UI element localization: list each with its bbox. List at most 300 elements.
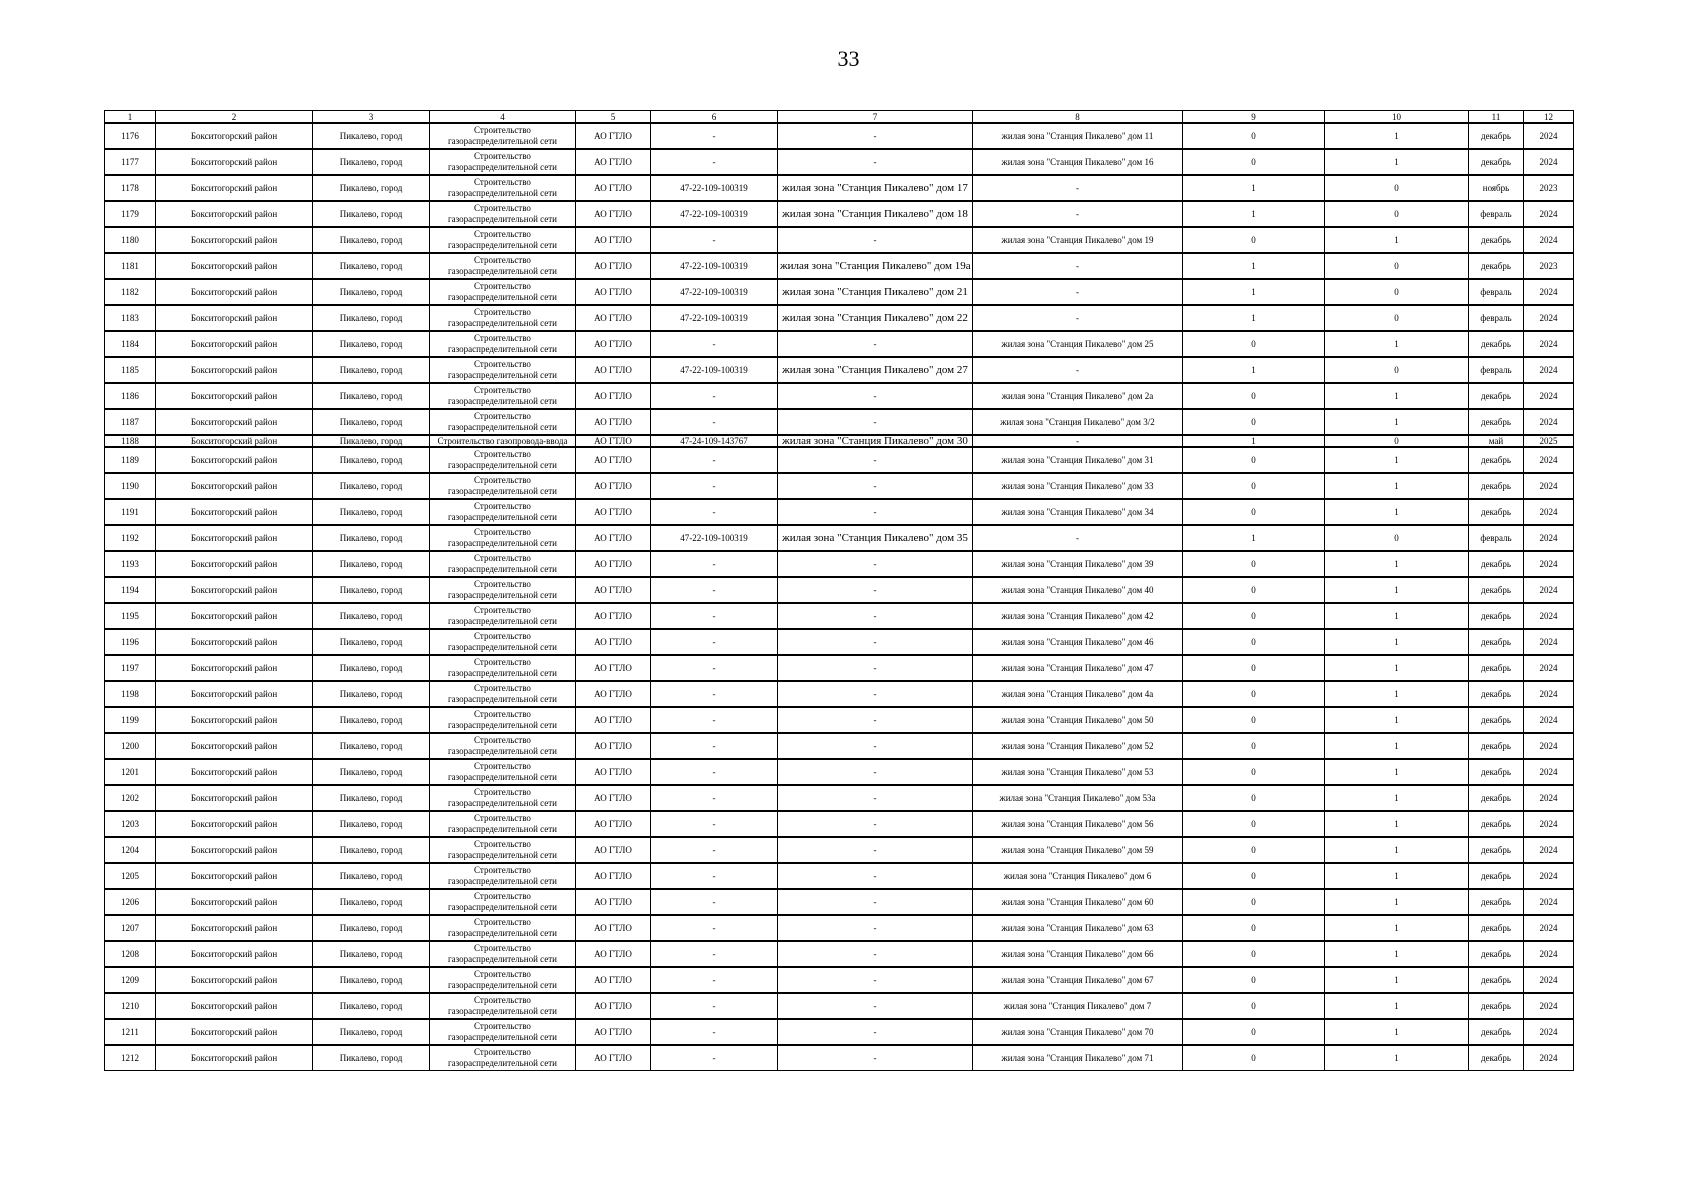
column-number-8: 8	[973, 111, 1183, 124]
col9-value-cell: 1	[1183, 279, 1325, 305]
table-row	[105, 499, 1574, 525]
object-cell: -	[778, 629, 973, 655]
object-cell: -	[778, 447, 973, 473]
col10-value-cell: 1	[1325, 941, 1469, 967]
object-cell: -	[778, 603, 973, 629]
district-cell: Бокситогорский район	[156, 149, 313, 175]
col10-value-cell: 1	[1325, 681, 1469, 707]
col10-value-cell: 0	[1325, 435, 1469, 447]
col9-value-cell: 1	[1183, 435, 1325, 447]
code-cell: 47-24-109-143767	[651, 435, 778, 447]
code-cell: -	[651, 993, 778, 1019]
year-cell: 2024	[1524, 889, 1574, 915]
address-cell: жилая зона "Станция Пикалево" дом 53а	[973, 785, 1183, 811]
district-cell: Бокситогорский район	[156, 227, 313, 253]
row-number: 1178	[105, 175, 156, 201]
address-cell: -	[973, 253, 1183, 279]
address-cell: жилая зона "Станция Пикалево" дом 11	[973, 123, 1183, 149]
row-number: 1191	[105, 499, 156, 525]
district-cell: Бокситогорский район	[156, 525, 313, 551]
table-row	[105, 201, 1574, 227]
year-cell: 2024	[1524, 707, 1574, 733]
col9-value-cell: 0	[1183, 1019, 1325, 1045]
organization-cell: АО ГТЛО	[576, 175, 651, 201]
row-number: 1176	[105, 123, 156, 149]
address-cell: жилая зона "Станция Пикалево" дом 70	[973, 1019, 1183, 1045]
table-row	[105, 993, 1574, 1019]
year-cell: 2023	[1524, 175, 1574, 201]
address-cell: -	[973, 435, 1183, 447]
year-cell: 2024	[1524, 863, 1574, 889]
address-cell: жилая зона "Станция Пикалево" дом 7	[973, 993, 1183, 1019]
work-type-cell: Строительство газораспределительной сети	[430, 175, 576, 201]
address-cell: жилая зона "Станция Пикалево" дом 16	[973, 149, 1183, 175]
work-type-cell: Строительство газораспределительной сети	[430, 941, 576, 967]
month-cell: декабрь	[1469, 811, 1524, 837]
code-cell: -	[651, 603, 778, 629]
row-number: 1202	[105, 785, 156, 811]
row-number: 1211	[105, 1019, 156, 1045]
col9-value-cell: 1	[1183, 357, 1325, 383]
organization-cell: АО ГТЛО	[576, 811, 651, 837]
col10-value-cell: 1	[1325, 915, 1469, 941]
object-cell: -	[778, 707, 973, 733]
work-type-cell: Строительство газораспределительной сети	[430, 889, 576, 915]
table-row	[105, 733, 1574, 759]
col9-value-cell: 0	[1183, 915, 1325, 941]
col9-value-cell: 0	[1183, 331, 1325, 357]
month-cell: декабрь	[1469, 863, 1524, 889]
year-cell: 2024	[1524, 499, 1574, 525]
row-number: 1210	[105, 993, 156, 1019]
col9-value-cell: 0	[1183, 227, 1325, 253]
object-cell: жилая зона "Станция Пикалево" дом 22	[778, 305, 973, 331]
col10-value-cell: 1	[1325, 551, 1469, 577]
col10-value-cell: 1	[1325, 227, 1469, 253]
work-type-cell: Строительство газораспределительной сети	[430, 681, 576, 707]
object-cell: -	[778, 759, 973, 785]
year-cell: 2024	[1524, 967, 1574, 993]
address-cell: жилая зона "Станция Пикалево" дом 31	[973, 447, 1183, 473]
col9-value-cell: 0	[1183, 967, 1325, 993]
month-cell: декабрь	[1469, 785, 1524, 811]
table-row	[105, 785, 1574, 811]
table-row	[105, 1045, 1574, 1071]
settlement-cell: Пикалево, город	[313, 331, 430, 357]
col10-value-cell: 1	[1325, 123, 1469, 149]
object-cell: -	[778, 681, 973, 707]
col9-value-cell: 0	[1183, 733, 1325, 759]
work-type-cell: Строительство газораспределительной сети	[430, 253, 576, 279]
work-type-cell: Строительство газораспределительной сети	[430, 1045, 576, 1071]
month-cell: декабрь	[1469, 759, 1524, 785]
work-type-cell: Строительство газораспределительной сети	[430, 603, 576, 629]
code-cell: -	[651, 551, 778, 577]
address-cell: -	[973, 201, 1183, 227]
month-cell: декабрь	[1469, 1019, 1524, 1045]
settlement-cell: Пикалево, город	[313, 785, 430, 811]
year-cell: 2024	[1524, 993, 1574, 1019]
code-cell: -	[651, 863, 778, 889]
row-number: 1182	[105, 279, 156, 305]
row-number: 1206	[105, 889, 156, 915]
district-cell: Бокситогорский район	[156, 175, 313, 201]
object-cell: -	[778, 227, 973, 253]
address-cell: -	[973, 357, 1183, 383]
work-type-cell: Строительство газораспределительной сети	[430, 811, 576, 837]
row-number: 1186	[105, 383, 156, 409]
year-cell: 2024	[1524, 603, 1574, 629]
object-cell: -	[778, 1019, 973, 1045]
table-row	[105, 707, 1574, 733]
district-cell: Бокситогорский район	[156, 863, 313, 889]
address-cell: жилая зона "Станция Пикалево" дом 2а	[973, 383, 1183, 409]
code-cell: 47-22-109-100319	[651, 253, 778, 279]
work-type-cell: Строительство газораспределительной сети	[430, 383, 576, 409]
table-row	[105, 123, 1574, 149]
settlement-cell: Пикалево, город	[313, 811, 430, 837]
year-cell: 2024	[1524, 577, 1574, 603]
row-number: 1193	[105, 551, 156, 577]
col9-value-cell: 0	[1183, 473, 1325, 499]
col9-value-cell: 0	[1183, 383, 1325, 409]
row-number: 1201	[105, 759, 156, 785]
table-row	[105, 629, 1574, 655]
table-row	[105, 863, 1574, 889]
district-cell: Бокситогорский район	[156, 681, 313, 707]
month-cell: декабрь	[1469, 1045, 1524, 1071]
year-cell: 2025	[1524, 435, 1574, 447]
settlement-cell: Пикалево, город	[313, 383, 430, 409]
object-cell: жилая зона "Станция Пикалево" дом 19а	[778, 253, 973, 279]
table-row	[105, 383, 1574, 409]
col9-value-cell: 1	[1183, 305, 1325, 331]
settlement-cell: Пикалево, город	[313, 357, 430, 383]
settlement-cell: Пикалево, город	[313, 733, 430, 759]
month-cell: декабрь	[1469, 409, 1524, 435]
row-number: 1209	[105, 967, 156, 993]
col9-value-cell: 0	[1183, 123, 1325, 149]
col10-value-cell: 1	[1325, 707, 1469, 733]
row-number: 1190	[105, 473, 156, 499]
col10-value-cell: 1	[1325, 629, 1469, 655]
address-cell: жилая зона "Станция Пикалево" дом 56	[973, 811, 1183, 837]
month-cell: декабрь	[1469, 551, 1524, 577]
settlement-cell: Пикалево, город	[313, 941, 430, 967]
object-cell: -	[778, 149, 973, 175]
address-cell: жилая зона "Станция Пикалево" дом 3/2	[973, 409, 1183, 435]
col10-value-cell: 0	[1325, 253, 1469, 279]
organization-cell: АО ГТЛО	[576, 227, 651, 253]
settlement-cell: Пикалево, город	[313, 525, 430, 551]
settlement-cell: Пикалево, город	[313, 707, 430, 733]
organization-cell: АО ГТЛО	[576, 473, 651, 499]
code-cell: -	[651, 629, 778, 655]
month-cell: декабрь	[1469, 837, 1524, 863]
column-number-3: 3	[313, 111, 430, 124]
month-cell: декабрь	[1469, 473, 1524, 499]
organization-cell: АО ГТЛО	[576, 785, 651, 811]
work-type-cell: Строительство газораспределительной сети	[430, 305, 576, 331]
work-type-cell: Строительство газопровода-ввода	[430, 435, 576, 447]
table-row	[105, 227, 1574, 253]
col10-value-cell: 0	[1325, 305, 1469, 331]
settlement-cell: Пикалево, город	[313, 993, 430, 1019]
table-row	[105, 603, 1574, 629]
address-cell: жилая зона "Станция Пикалево" дом 34	[973, 499, 1183, 525]
district-cell: Бокситогорский район	[156, 447, 313, 473]
settlement-cell: Пикалево, город	[313, 603, 430, 629]
address-cell: жилая зона "Станция Пикалево" дом 47	[973, 655, 1183, 681]
work-type-cell: Строительство газораспределительной сети	[430, 655, 576, 681]
settlement-cell: Пикалево, город	[313, 435, 430, 447]
month-cell: декабрь	[1469, 447, 1524, 473]
month-cell: декабрь	[1469, 577, 1524, 603]
organization-cell: АО ГТЛО	[576, 733, 651, 759]
address-cell: жилая зона "Станция Пикалево" дом 60	[973, 889, 1183, 915]
col10-value-cell: 1	[1325, 149, 1469, 175]
row-number: 1207	[105, 915, 156, 941]
code-cell: -	[651, 1019, 778, 1045]
object-cell: -	[778, 1045, 973, 1071]
month-cell: декабрь	[1469, 993, 1524, 1019]
year-cell: 2024	[1524, 759, 1574, 785]
month-cell: декабрь	[1469, 889, 1524, 915]
work-type-cell: Строительство газораспределительной сети	[430, 331, 576, 357]
col10-value-cell: 1	[1325, 733, 1469, 759]
month-cell: декабрь	[1469, 629, 1524, 655]
work-type-cell: Строительство газораспределительной сети	[430, 785, 576, 811]
column-number-2: 2	[156, 111, 313, 124]
work-type-cell: Строительство газораспределительной сети	[430, 759, 576, 785]
organization-cell: АО ГТЛО	[576, 279, 651, 305]
row-number: 1177	[105, 149, 156, 175]
col9-value-cell: 0	[1183, 1045, 1325, 1071]
row-number: 1195	[105, 603, 156, 629]
year-cell: 2024	[1524, 551, 1574, 577]
organization-cell: АО ГТЛО	[576, 707, 651, 733]
settlement-cell: Пикалево, город	[313, 447, 430, 473]
object-cell: -	[778, 837, 973, 863]
table-row	[105, 941, 1574, 967]
col9-value-cell: 0	[1183, 577, 1325, 603]
object-cell: -	[778, 993, 973, 1019]
year-cell: 2023	[1524, 253, 1574, 279]
col10-value-cell: 1	[1325, 447, 1469, 473]
code-cell: 47-22-109-100319	[651, 279, 778, 305]
code-cell: -	[651, 331, 778, 357]
address-cell: жилая зона "Станция Пикалево" дом 59	[973, 837, 1183, 863]
data-table	[104, 110, 1574, 1071]
work-type-cell: Строительство газораспределительной сети	[430, 915, 576, 941]
month-cell: декабрь	[1469, 123, 1524, 149]
object-cell: -	[778, 733, 973, 759]
year-cell: 2024	[1524, 629, 1574, 655]
col10-value-cell: 1	[1325, 889, 1469, 915]
code-cell: 47-22-109-100319	[651, 525, 778, 551]
organization-cell: АО ГТЛО	[576, 681, 651, 707]
code-cell: -	[651, 409, 778, 435]
address-cell: жилая зона "Станция Пикалево" дом 52	[973, 733, 1183, 759]
col9-value-cell: 0	[1183, 707, 1325, 733]
organization-cell: АО ГТЛО	[576, 383, 651, 409]
row-number: 1212	[105, 1045, 156, 1071]
year-cell: 2024	[1524, 1019, 1574, 1045]
work-type-cell: Строительство газораспределительной сети	[430, 525, 576, 551]
code-cell: -	[651, 681, 778, 707]
col10-value-cell: 1	[1325, 331, 1469, 357]
table-row	[105, 759, 1574, 785]
column-number-4: 4	[430, 111, 576, 124]
table-row	[105, 473, 1574, 499]
table-row	[105, 525, 1574, 551]
district-cell: Бокситогорский район	[156, 383, 313, 409]
table-row	[105, 837, 1574, 863]
object-cell: жилая зона "Станция Пикалево" дом 21	[778, 279, 973, 305]
district-cell: Бокситогорский район	[156, 785, 313, 811]
settlement-cell: Пикалево, город	[313, 1019, 430, 1045]
work-type-cell: Строительство газораспределительной сети	[430, 473, 576, 499]
year-cell: 2024	[1524, 447, 1574, 473]
col9-value-cell: 0	[1183, 681, 1325, 707]
organization-cell: АО ГТЛО	[576, 1045, 651, 1071]
col10-value-cell: 0	[1325, 357, 1469, 383]
code-cell: -	[651, 655, 778, 681]
code-cell: -	[651, 759, 778, 785]
month-cell: декабрь	[1469, 149, 1524, 175]
code-cell: -	[651, 733, 778, 759]
address-cell: жилая зона "Станция Пикалево" дом 67	[973, 967, 1183, 993]
work-type-cell: Строительство газораспределительной сети	[430, 551, 576, 577]
month-cell: февраль	[1469, 525, 1524, 551]
col10-value-cell: 1	[1325, 409, 1469, 435]
work-type-cell: Строительство газораспределительной сети	[430, 993, 576, 1019]
year-cell: 2024	[1524, 201, 1574, 227]
address-cell: жилая зона "Станция Пикалево" дом 4а	[973, 681, 1183, 707]
address-cell: жилая зона "Станция Пикалево" дом 53	[973, 759, 1183, 785]
year-cell: 2024	[1524, 149, 1574, 175]
work-type-cell: Строительство газораспределительной сети	[430, 629, 576, 655]
object-cell: -	[778, 123, 973, 149]
district-cell: Бокситогорский район	[156, 305, 313, 331]
month-cell: декабрь	[1469, 681, 1524, 707]
col9-value-cell: 0	[1183, 863, 1325, 889]
address-cell: жилая зона "Станция Пикалево" дом 33	[973, 473, 1183, 499]
month-cell: декабрь	[1469, 331, 1524, 357]
code-cell: -	[651, 149, 778, 175]
address-cell: жилая зона "Станция Пикалево" дом 40	[973, 577, 1183, 603]
organization-cell: АО ГТЛО	[576, 837, 651, 863]
address-cell: жилая зона "Станция Пикалево" дом 39	[973, 551, 1183, 577]
work-type-cell: Строительство газораспределительной сети	[430, 967, 576, 993]
table-row	[105, 409, 1574, 435]
row-number: 1197	[105, 655, 156, 681]
row-number: 1179	[105, 201, 156, 227]
table-header	[105, 111, 1574, 124]
settlement-cell: Пикалево, город	[313, 473, 430, 499]
district-cell: Бокситогорский район	[156, 123, 313, 149]
district-cell: Бокситогорский район	[156, 253, 313, 279]
object-cell: -	[778, 409, 973, 435]
settlement-cell: Пикалево, город	[313, 863, 430, 889]
table-row	[105, 551, 1574, 577]
work-type-cell: Строительство газораспределительной сети	[430, 149, 576, 175]
row-number: 1203	[105, 811, 156, 837]
work-type-cell: Строительство газораспределительной сети	[430, 577, 576, 603]
work-type-cell: Строительство газораспределительной сети	[430, 707, 576, 733]
settlement-cell: Пикалево, город	[313, 253, 430, 279]
col10-value-cell: 1	[1325, 603, 1469, 629]
year-cell: 2024	[1524, 915, 1574, 941]
code-cell: 47-22-109-100319	[651, 357, 778, 383]
table-row	[105, 447, 1574, 473]
year-cell: 2024	[1524, 473, 1574, 499]
address-cell: жилая зона "Станция Пикалево" дом 19	[973, 227, 1183, 253]
organization-cell: АО ГТЛО	[576, 499, 651, 525]
organization-cell: АО ГТЛО	[576, 863, 651, 889]
year-cell: 2024	[1524, 279, 1574, 305]
year-cell: 2024	[1524, 409, 1574, 435]
district-cell: Бокситогорский район	[156, 967, 313, 993]
year-cell: 2024	[1524, 941, 1574, 967]
row-number: 1192	[105, 525, 156, 551]
col9-value-cell: 0	[1183, 551, 1325, 577]
code-cell: -	[651, 707, 778, 733]
col10-value-cell: 1	[1325, 837, 1469, 863]
district-cell: Бокситогорский район	[156, 889, 313, 915]
column-number-10: 10	[1325, 111, 1469, 124]
year-cell: 2024	[1524, 383, 1574, 409]
year-cell: 2024	[1524, 123, 1574, 149]
district-cell: Бокситогорский район	[156, 409, 313, 435]
object-cell: жилая зона "Станция Пикалево" дом 18	[778, 201, 973, 227]
work-type-cell: Строительство газораспределительной сети	[430, 357, 576, 383]
district-cell: Бокситогорский район	[156, 435, 313, 447]
settlement-cell: Пикалево, город	[313, 305, 430, 331]
code-cell: -	[651, 941, 778, 967]
row-number: 1204	[105, 837, 156, 863]
settlement-cell: Пикалево, город	[313, 577, 430, 603]
organization-cell: АО ГТЛО	[576, 123, 651, 149]
month-cell: декабрь	[1469, 655, 1524, 681]
table-row	[105, 175, 1574, 201]
table-row	[105, 655, 1574, 681]
code-cell: 47-22-109-100319	[651, 201, 778, 227]
table-row	[105, 577, 1574, 603]
table-row	[105, 811, 1574, 837]
column-number-11: 11	[1469, 111, 1524, 124]
row-number: 1196	[105, 629, 156, 655]
year-cell: 2024	[1524, 305, 1574, 331]
district-cell: Бокситогорский район	[156, 941, 313, 967]
settlement-cell: Пикалево, город	[313, 837, 430, 863]
work-type-cell: Строительство газораспределительной сети	[430, 1019, 576, 1045]
object-cell: -	[778, 915, 973, 941]
address-cell: жилая зона "Станция Пикалево" дом 46	[973, 629, 1183, 655]
code-cell: -	[651, 889, 778, 915]
col9-value-cell: 0	[1183, 889, 1325, 915]
district-cell: Бокситогорский район	[156, 357, 313, 383]
organization-cell: АО ГТЛО	[576, 201, 651, 227]
table-row	[105, 253, 1574, 279]
settlement-cell: Пикалево, город	[313, 149, 430, 175]
organization-cell: АО ГТЛО	[576, 525, 651, 551]
col10-value-cell: 1	[1325, 811, 1469, 837]
code-cell: -	[651, 499, 778, 525]
settlement-cell: Пикалево, город	[313, 655, 430, 681]
settlement-cell: Пикалево, город	[313, 1045, 430, 1071]
col9-value-cell: 0	[1183, 447, 1325, 473]
